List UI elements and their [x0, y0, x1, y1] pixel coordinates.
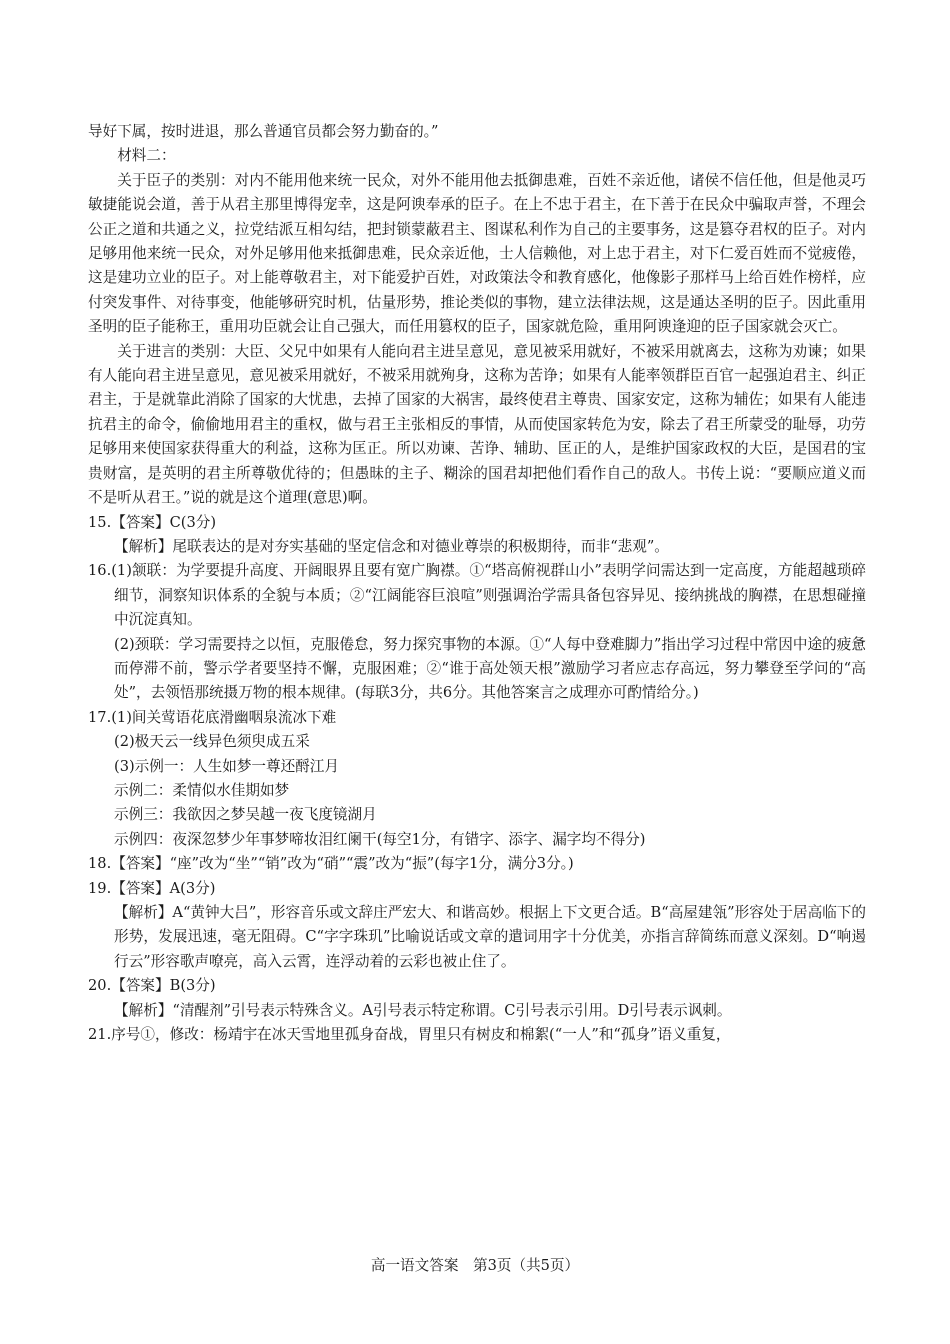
material-two-heading: 材料二： [117, 147, 176, 165]
page-footer: 高一语文答案 第3页（共5页） [370, 1257, 580, 1274]
q15-number: 15. [88, 513, 112, 531]
q19-answer: 【答案】A(3分) [111, 879, 216, 897]
q21-line [88, 1023, 866, 1047]
paragraph-remonstrance: 关于进言的类别：大臣、父兄中如果有人能向君主进呈意见，意见被采用就好，不被采用就离去，这称为劝谏；如果有人能向君主进呈意见，意见被采用就好，不被采用就殉身，这称为苦诤；如果有人能率领群臣百官一起强迫君主、纠正君主，于是就靠此消除了国家的大忧患，去掉了国家的大祸害，最终使君主尊贵、国家安定，这称为辅佐；如果有人能违抗君主的命令，偷偷地用君主的重权，做与君王主张相反的事情，从而使国家转危为安，除去了君王所蒙受的耻辱，功劳足够用来使国家获得重大的利益，这称为匡正。所以劝谏、苦诤、辅助、匡正的人，是维护国家政权的大臣，是国君的宝贵财富，是英明的君主所尊敬优待的；但愚昧的主子、糊涂的国君却把他们看作自己的敌人。书传上说：“要顺应道义而不是听从君王。”说的就是这个道理(意思)啊。 [88, 342, 866, 507]
q20-answer: 【答案】B(3分) [111, 977, 216, 995]
opening-line: 导好下属，按时进退，那么普通官员都会努力勤奋的。” [88, 123, 439, 140]
q19-analysis: 【解析】A“黄钟大吕”，形容音乐或文辞庄严宏大、和谐高妙。根据上下文更合适。B“高屋建瓴”形容处于居高临下的形势，发展迅速，毫无阻碍。C“字字珠玑”比喻说话或文章的遣词用字十分优美，亦指言辞简练而意义深刻。D“响遏行云”形容歌声嘹亮，高入云霄，连浮动着的云彩也被止住了。 [114, 904, 866, 970]
q17-example4: 示例四：夜深忽梦少年事梦啼妆泪红阑干(每空1分，有错字、添字、漏字均不得分) [114, 830, 646, 848]
q16-part1-line [88, 559, 866, 632]
q17-example2: 示例二：柔情似水佳期如梦 [114, 781, 290, 799]
q16-number: 16. [88, 562, 112, 580]
q20-number: 20. [88, 977, 112, 995]
q17-item3: (3)示例一：人生如梦一尊还酹江月 [114, 757, 339, 775]
paragraph-ministers: 关于臣子的类别：对内不能用他来统一民众，对外不能用他去抵御患难，百姓不亲近他，诸侯不信任他，但是他灵巧敏捷能说会道，善于从君主那里博得宠幸，这是阿谀奉承的臣子。在上不忠于君主，在下善于在民众中骗取声誉，不理会公正之道和共通之义，拉党结派互相勾结，把封锁蒙蔽君主、图谋私利作为自己的主要事务，这是篡夺君权的臣子。对内足够用他来统一民众，对外足够用他来抵御患难，民众亲近他，士人信赖他，对上忠于君主，对下仁爱百姓而不觉疲倦，这是建功立业的臣子。对上能尊敬君主，对下能爱护百姓，对政策法令和教育感化，他像影子那样马上给百姓作榜样，应付突发事件、对待事变，他能够研究时机，估量形势，推论类似的事物，建立法律法规，这是通达圣明的臣子。因此重用圣明的臣子能称王，重用功臣就会让自己强大，而任用篡权的臣子，国家就危险，重用阿谀逢迎的臣子国家就会灭亡。 [88, 171, 866, 336]
q21-number: 21. [88, 1026, 112, 1044]
q15-analysis: 【解析】尾联表达的是对夯实基础的坚定信念和对德业尊崇的积极期待，而非“悲观”。 [114, 537, 669, 555]
q17-example3: 示例三：我欲因之梦吴越一夜飞度镜湖月 [114, 806, 377, 824]
q17-item2: (2)极天云一线异色须臾成五采 [114, 733, 310, 751]
q20-analysis: 【解析】“清醒剂”引号表示特殊含义。A引号表示特定称谓。C引号表示引用。D引号表示讽刺。 [114, 1001, 732, 1019]
q18-number: 18. [88, 855, 112, 873]
q17-line1 [88, 706, 866, 730]
q21-text: 序号①，修改：杨靖宇在冰天雪地里孤身奋战，胃里只有树皮和棉絮(“一人”和“孤身”语义重复， [111, 1026, 731, 1044]
q15-answer-line [88, 511, 866, 535]
q17-number: 17. [88, 708, 112, 726]
q16-part1: (1)颔联：为学要提升高度、开阔眼界且要有宽广胸襟。①“塔高俯视群山小”表明学问需达到一定高度，方能超越琐碎细节，洞察知识体系的全貌与本质；②“江阔能容巨浪喧”则强调治学需具备包容异见、接纳挑战的胸襟，在思想碰撞中沉淀真知。 [111, 562, 866, 629]
q19-line [88, 877, 866, 901]
answer-body [88, 120, 866, 1047]
q17-item1: (1)间关莺语花底滑幽咽泉流冰下难 [111, 708, 337, 726]
q15-answer: 【答案】C(3分) [111, 513, 217, 531]
q20-line [88, 974, 866, 998]
q18-line [88, 852, 866, 876]
q18-answer: 【答案】“座”改为“坐”“销”改为“硝”“震”改为“振”(每字1分，满分3分。) [111, 855, 574, 873]
q16-part2: (2)颈联：学习需要持之以恒，克服倦怠，努力探究事物的本源。①“人每中登难脚力”指出学习过程中常因中途的疲惫而停滞不前，警示学者要坚持不懈，克服困难；②“谁于高处领天根”激励学习者应志存高远，努力攀登至学问的“高处”，去领悟那统摄万物的根本规律。(每联3分，共6分。其他答案言之成理亦可酌情给分。) [114, 635, 866, 702]
q19-number: 19. [88, 879, 112, 897]
